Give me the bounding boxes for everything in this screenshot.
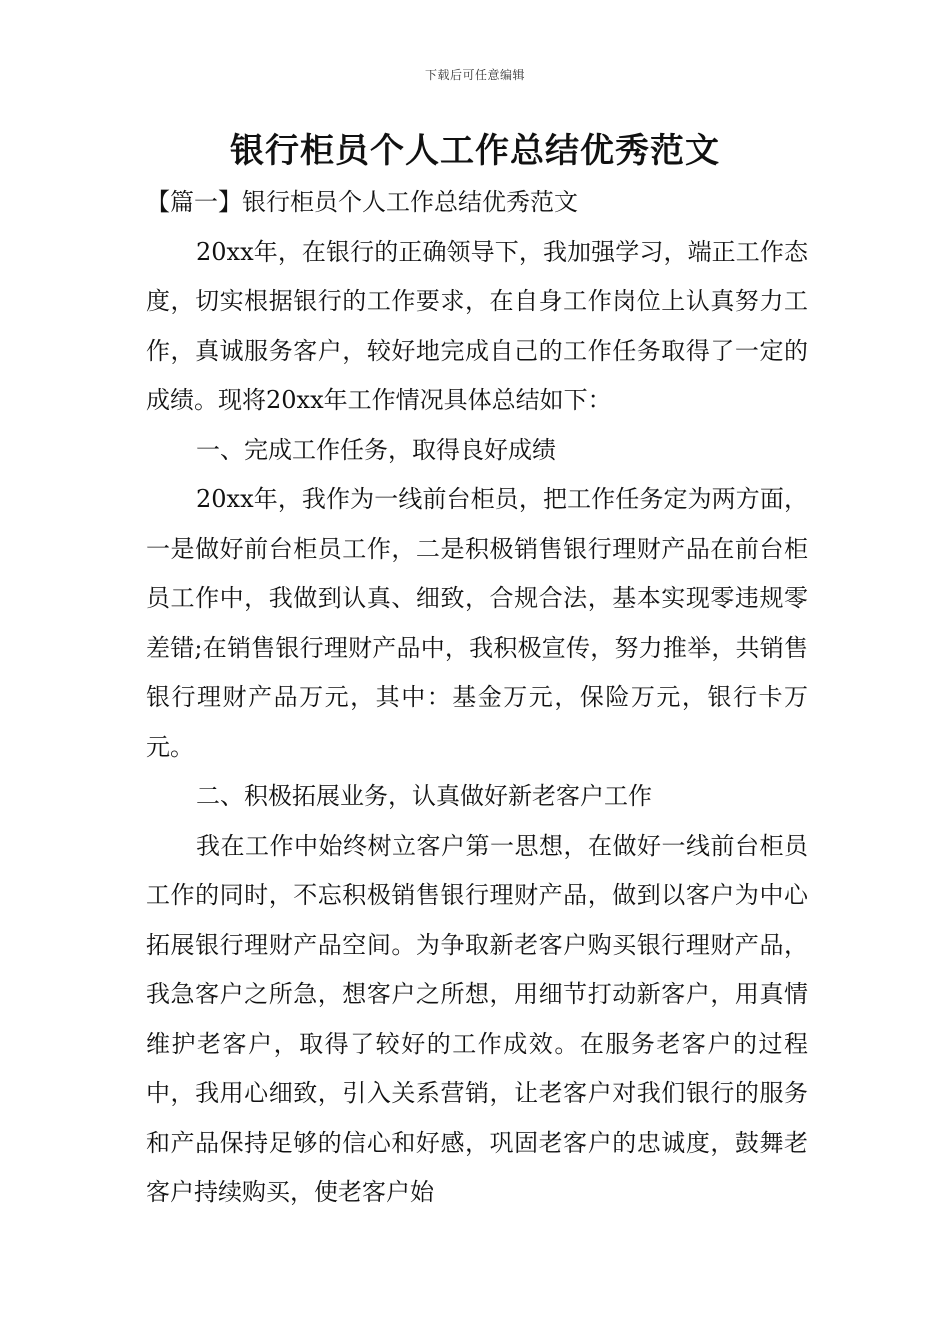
header-note: 下载后可任意编辑 — [424, 68, 525, 82]
section-1-paragraph: 20xx年，我作为一线前台柜员，把工作任务定为两方面，一是做好前台柜员工作，二是积极销售银行理财产品在前台柜员工作中，我做到认真、细致，合规合法，基本实现零违规零差错;在销售银行理财产品中，我积极宣传，努力推举，共销售银行理财产品万元，其中：基金万元，保险万元，银行卡万元。 — [146, 485, 808, 761]
document-title: 银行柜员个人工作总结优秀范文 — [230, 131, 720, 171]
section-heading-2: 二、积极拓展业务，认真做好新老客户工作 — [196, 782, 652, 810]
part-heading: 【篇一】银行柜员个人工作总结优秀范文 — [146, 188, 578, 216]
document-body — [146, 178, 808, 1218]
section-2-paragraph: 我在工作中始终树立客户第一思想，在做好一线前台柜员工作的同时，不忘积极销售银行理财产品，做到以客户为中心拓展银行理财产品空间。为争取新老客户购买银行理财产品，我急客户之所急，想客户之所想，用细节打动新客户，用真情维护老客户，取得了较好的工作成效。在服务老客户的过程中，我用心细致，引入关系营销，让老客户对我们银行的服务和产品保持足够的信心和好感，巩固老客户的忠诚度，鼓舞老客户持续购买，使老客户始 — [146, 831, 808, 1206]
intro-paragraph: 20xx年，在银行的正确领导下，我加强学习，端正工作态度，切实根据银行的工作要求，在自身工作岗位上认真努力工作，真诚服务客户，较好地完成自己的工作任务取得了一定的成绩。现将20xx年工作情况具体总结如下： — [146, 237, 808, 414]
section-heading-1: 一、完成工作任务，取得良好成绩 — [196, 435, 556, 464]
